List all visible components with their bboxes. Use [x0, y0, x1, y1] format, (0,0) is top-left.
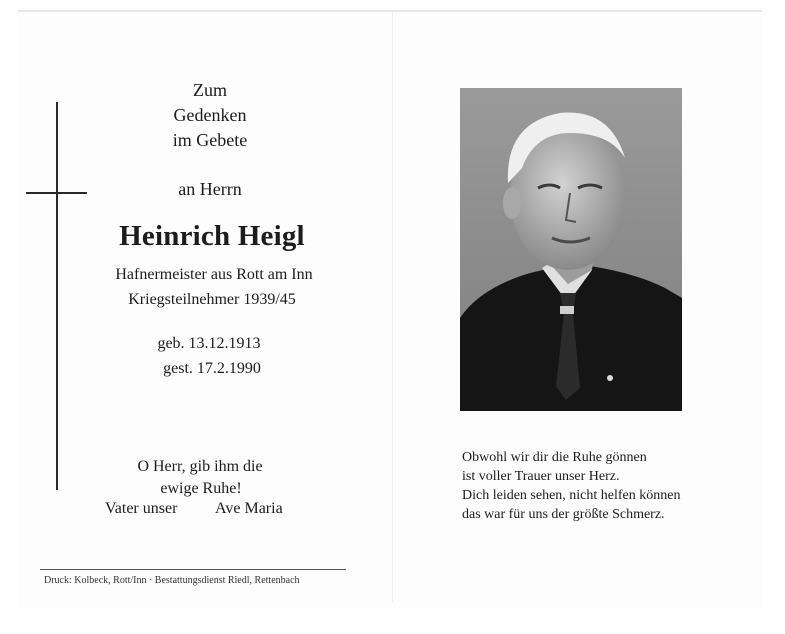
prayer-line-1: O Herr, gib ihm die — [137, 458, 263, 475]
salutation: an Herrn — [178, 179, 242, 199]
deceased-name: Heinrich Heigl — [119, 220, 305, 252]
portrait-illustration — [460, 88, 682, 411]
card-fold-line — [392, 12, 393, 602]
occupation: Hafnermeister aus Rott am Inn — [115, 266, 313, 283]
heading-line-2: Gedenken — [173, 105, 247, 125]
prayer-vater-unser: Vater unser — [105, 500, 178, 517]
verse-line-1: Obwohl wir dir die Ruhe gönnen — [462, 450, 647, 465]
prayer-ave-maria: Ave Maria — [215, 500, 283, 517]
birth-date: geb. 13.12.1913 — [157, 335, 261, 352]
printer-rule — [40, 569, 346, 570]
heading-line-3: im Gebete — [172, 130, 248, 150]
heading-line-1: Zum — [193, 80, 227, 100]
verse-line-2: ist voller Trauer unser Herz. — [462, 469, 620, 484]
prayer-line-2: ewige Ruhe! — [160, 480, 242, 497]
card-top-edge — [18, 10, 762, 12]
veteran-line: Kriegsteilnehmer 1939/45 — [128, 291, 296, 308]
verse-line-3: Dich leiden sehen, nicht helfen können — [462, 488, 681, 503]
printer-credit: Druck: Kolbeck, Rott/Inn · Bestattungsdienst Riedl, Rettenbach — [44, 575, 300, 586]
cross-icon-horizontal — [26, 192, 87, 194]
portrait-photo — [460, 88, 682, 411]
death-date: gest. 17.2.1990 — [163, 360, 261, 377]
cross-icon-vertical — [56, 102, 58, 490]
verse-line-4: das war für uns der größte Schmerz. — [462, 507, 665, 522]
